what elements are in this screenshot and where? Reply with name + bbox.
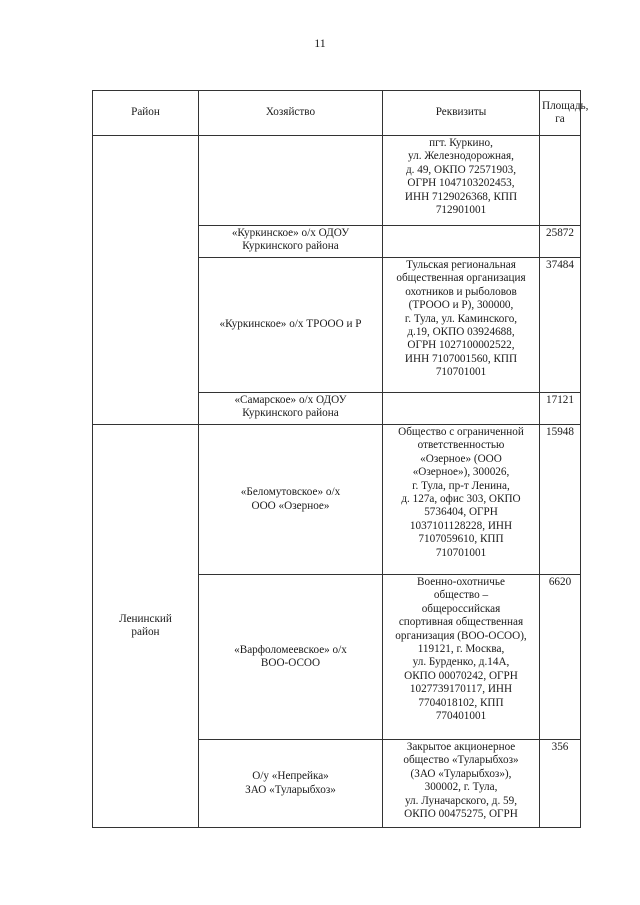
table-row xyxy=(93,136,581,226)
district-cell: Ленинский район xyxy=(93,425,199,828)
header-area: Площадь, га xyxy=(540,91,581,136)
area-cell: 25872 xyxy=(540,226,581,258)
details-cell xyxy=(383,226,540,258)
district-cell-empty xyxy=(93,136,199,425)
area-cell xyxy=(540,136,581,226)
details-cell xyxy=(383,393,540,425)
farm-cell xyxy=(199,136,383,226)
farm-cell: «Беломутовское» о/х ООО «Озерное» xyxy=(199,425,383,575)
area-cell: 17121 xyxy=(540,393,581,425)
area-cell: 37484 xyxy=(540,258,581,393)
area-cell: 6620 xyxy=(540,575,581,740)
details-cell: Общество с ограниченной ответственностью «Озерное» (ООО «Озерное»), 300026, г. Тула, пр-т Ленина, д. 127а, офис 303, ОКПО 5736404, ОГРН 1037101128228, ИНН 7107059610, КПП 710701001 xyxy=(383,425,540,575)
details-cell: Закрытое акционерное общество «Туларыбхоз» (ЗАО «Туларыбхоз»), 300002, г. Тула, ул. Луначарского, д. 59, ОКПО 00475275, ОГРН xyxy=(383,740,540,828)
header-details: Реквизиты xyxy=(383,91,540,136)
farm-cell: «Варфоломеевское» о/х ВОО-ОСОО xyxy=(199,575,383,740)
page-number: 11 xyxy=(314,36,326,50)
farm-cell: «Куркинское» о/х ТРООО и Р xyxy=(199,258,383,393)
area-cell: 356 xyxy=(540,740,581,828)
details-cell: пгт. Куркино, ул. Железнодорожная, д. 49, ОКПО 72571903, ОГРН 1047103202453, ИНН 7129026368, КПП 712901001 xyxy=(383,136,540,226)
farm-cell: «Самарское» о/х ОДОУ Куркинского района xyxy=(199,393,383,425)
farm-cell: О/у «Непрейка» ЗАО «Туларыбхоз» xyxy=(199,740,383,828)
area-cell: 15948 xyxy=(540,425,581,575)
table-row xyxy=(93,425,581,575)
farm-cell: «Куркинское» о/х ОДОУ Куркинского района xyxy=(199,226,383,258)
hunting-grounds-table xyxy=(92,90,589,828)
table-header-row xyxy=(93,91,581,136)
header-district: Район xyxy=(93,91,199,136)
header-farm: Хозяйство xyxy=(199,91,383,136)
details-cell: Военно-охотничье общество – общероссийская спортивная общественная организация (ВОО-ОСОО), 119121, г. Москва, ул. Бурденко, д.14А, ОКПО 00070242, ОГРН 1027739170117, ИНН 7704018102, КПП 770401001 xyxy=(383,575,540,740)
details-cell: Тульская региональная общественная организация охотников и рыболовов (ТРООО и Р), 300000, г. Тула, ул. Каминского, д.19, ОКПО 03924688, ОГРН 1027100002522, ИНН 7107001560, КПП 710701001 xyxy=(383,258,540,393)
